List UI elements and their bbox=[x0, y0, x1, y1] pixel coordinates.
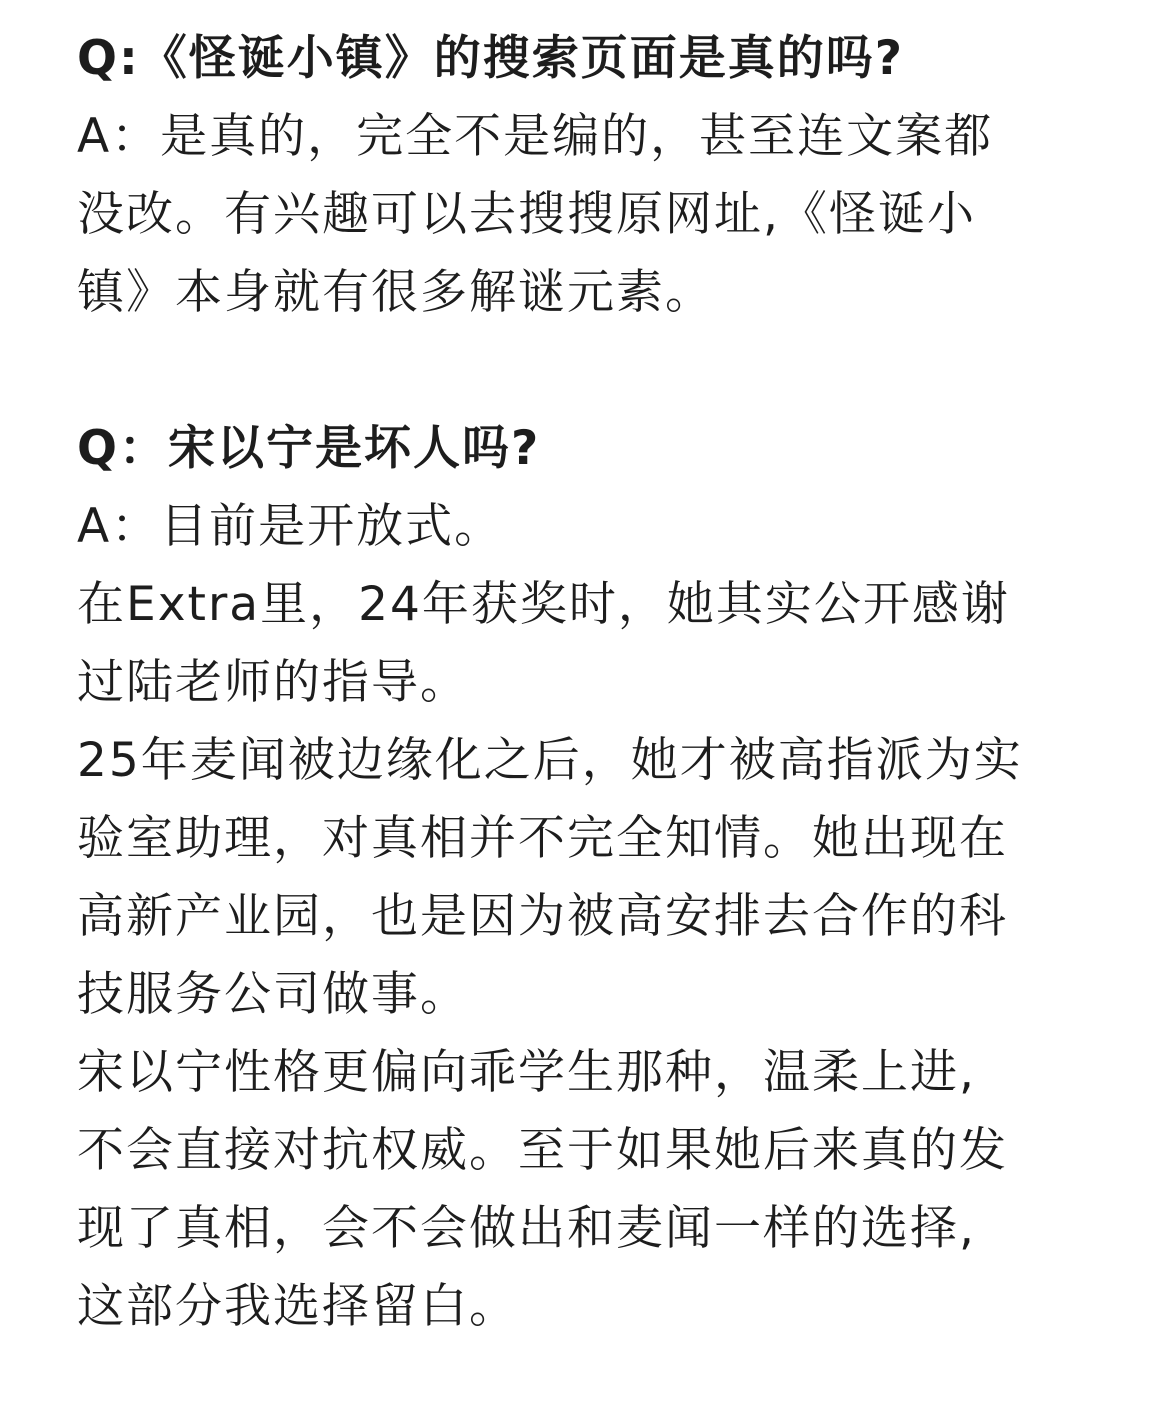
qa-document bbox=[77, 20, 1087, 1346]
answer-2-line-2: 在Extra里，24年获奖时，她其实公开感谢 bbox=[77, 577, 1010, 632]
answer-2-line-11: 这部分我选择留白。 bbox=[77, 1279, 518, 1334]
answer-2-line-6: 高新产业园，也是因为被高安排去合作的科 bbox=[77, 889, 1008, 944]
section-spacer bbox=[77, 332, 1087, 410]
answer-1-line-1: A：是真的，完全不是编的，甚至连文案都 bbox=[77, 109, 994, 164]
answer-2-line-8: 宋以宁性格更偏向乖学生那种，温柔上进, bbox=[77, 1045, 976, 1100]
answer-2-line-9: 不会直接对抗权威。至于如果她后来真的发 bbox=[77, 1123, 1008, 1178]
answer-2-line-10: 现了真相，会不会做出和麦闻一样的选择, bbox=[77, 1201, 976, 1256]
answer-2-line-3: 过陆老师的指导。 bbox=[77, 655, 469, 710]
answer-1-line-2: 没改。有兴趣可以去搜搜原网址,《怪诞小 bbox=[77, 187, 976, 242]
answer-2-line-5: 验室助理，对真相并不完全知情。她出现在 bbox=[77, 811, 1008, 866]
answer-2-line-1: A：目前是开放式。 bbox=[77, 499, 504, 554]
answer-2-line-7: 技服务公司做事。 bbox=[77, 967, 469, 1022]
question-2: Q：宋以宁是坏人吗? bbox=[77, 421, 541, 476]
answer-1-line-3: 镇》本身就有很多解谜元素。 bbox=[77, 265, 714, 320]
question-1: Q:《怪诞小镇》的搜索页面是真的吗? bbox=[77, 31, 905, 86]
answer-2-line-4: 25年麦闻被边缘化之后，她才被高指派为实 bbox=[77, 733, 1023, 788]
